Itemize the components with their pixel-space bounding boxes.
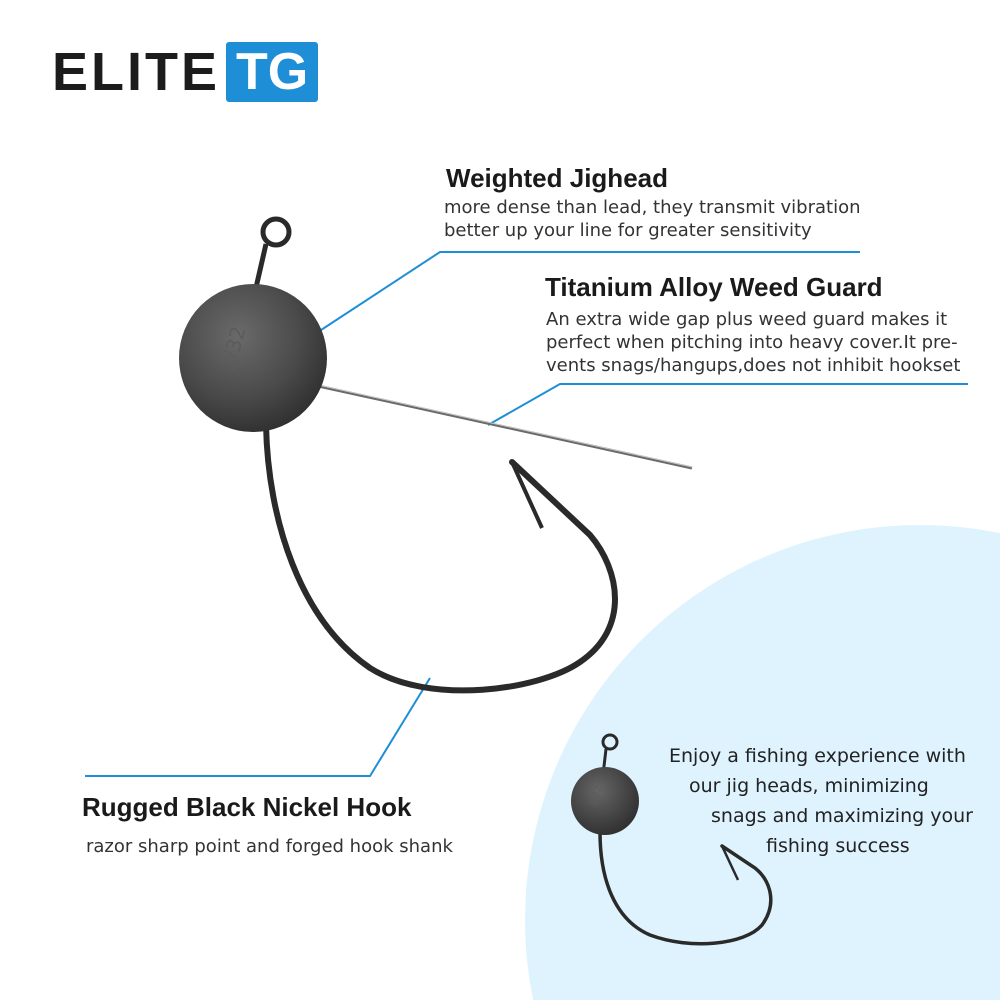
jighead-title: Weighted Jighead [446,163,668,193]
weedguard-callout-line [488,384,968,425]
bubble-line-1: Enjoy a fishing experience with [669,745,966,767]
hook-desc-line-1: razor sharp point and forged hook shank [86,836,453,857]
weedguard-desc-line-1: An extra wide gap plus weed guard makes it [546,309,948,330]
jighead-desc-line-2: better up your line for greater sensitivity [444,220,812,241]
bubble-line-2: our jig heads, minimizing [689,775,929,797]
hook-callout-line [85,678,430,776]
weedguard-desc-line-2: perfect when pitching into heavy cover.It pre- [546,332,958,353]
head-marking: 3/32 [215,323,251,374]
brand-name: ELITE [52,42,221,102]
small-jighead-ball [571,767,639,835]
svg-text:3/32: 3/32 [588,784,605,809]
hook-shank [266,425,615,690]
weed-guard-wire [300,382,692,468]
hook-eye [263,219,289,245]
bubble-line-4: fishing success [766,835,910,857]
hook-title: Rugged Black Nickel Hook [82,792,412,822]
brand-badge: TG [226,42,318,102]
brand-logo [52,42,318,102]
jighead-desc-line-1: more dense than lead, they transmit vibration [444,197,861,218]
jighead-ball [179,284,327,432]
weedguard-desc-line-3: vents snags/hangups,does not inhibit hookset [546,355,961,376]
weedguard-title: Titanium Alloy Weed Guard [545,272,883,302]
bubble-line-3: snags and maximizing your [711,805,973,827]
